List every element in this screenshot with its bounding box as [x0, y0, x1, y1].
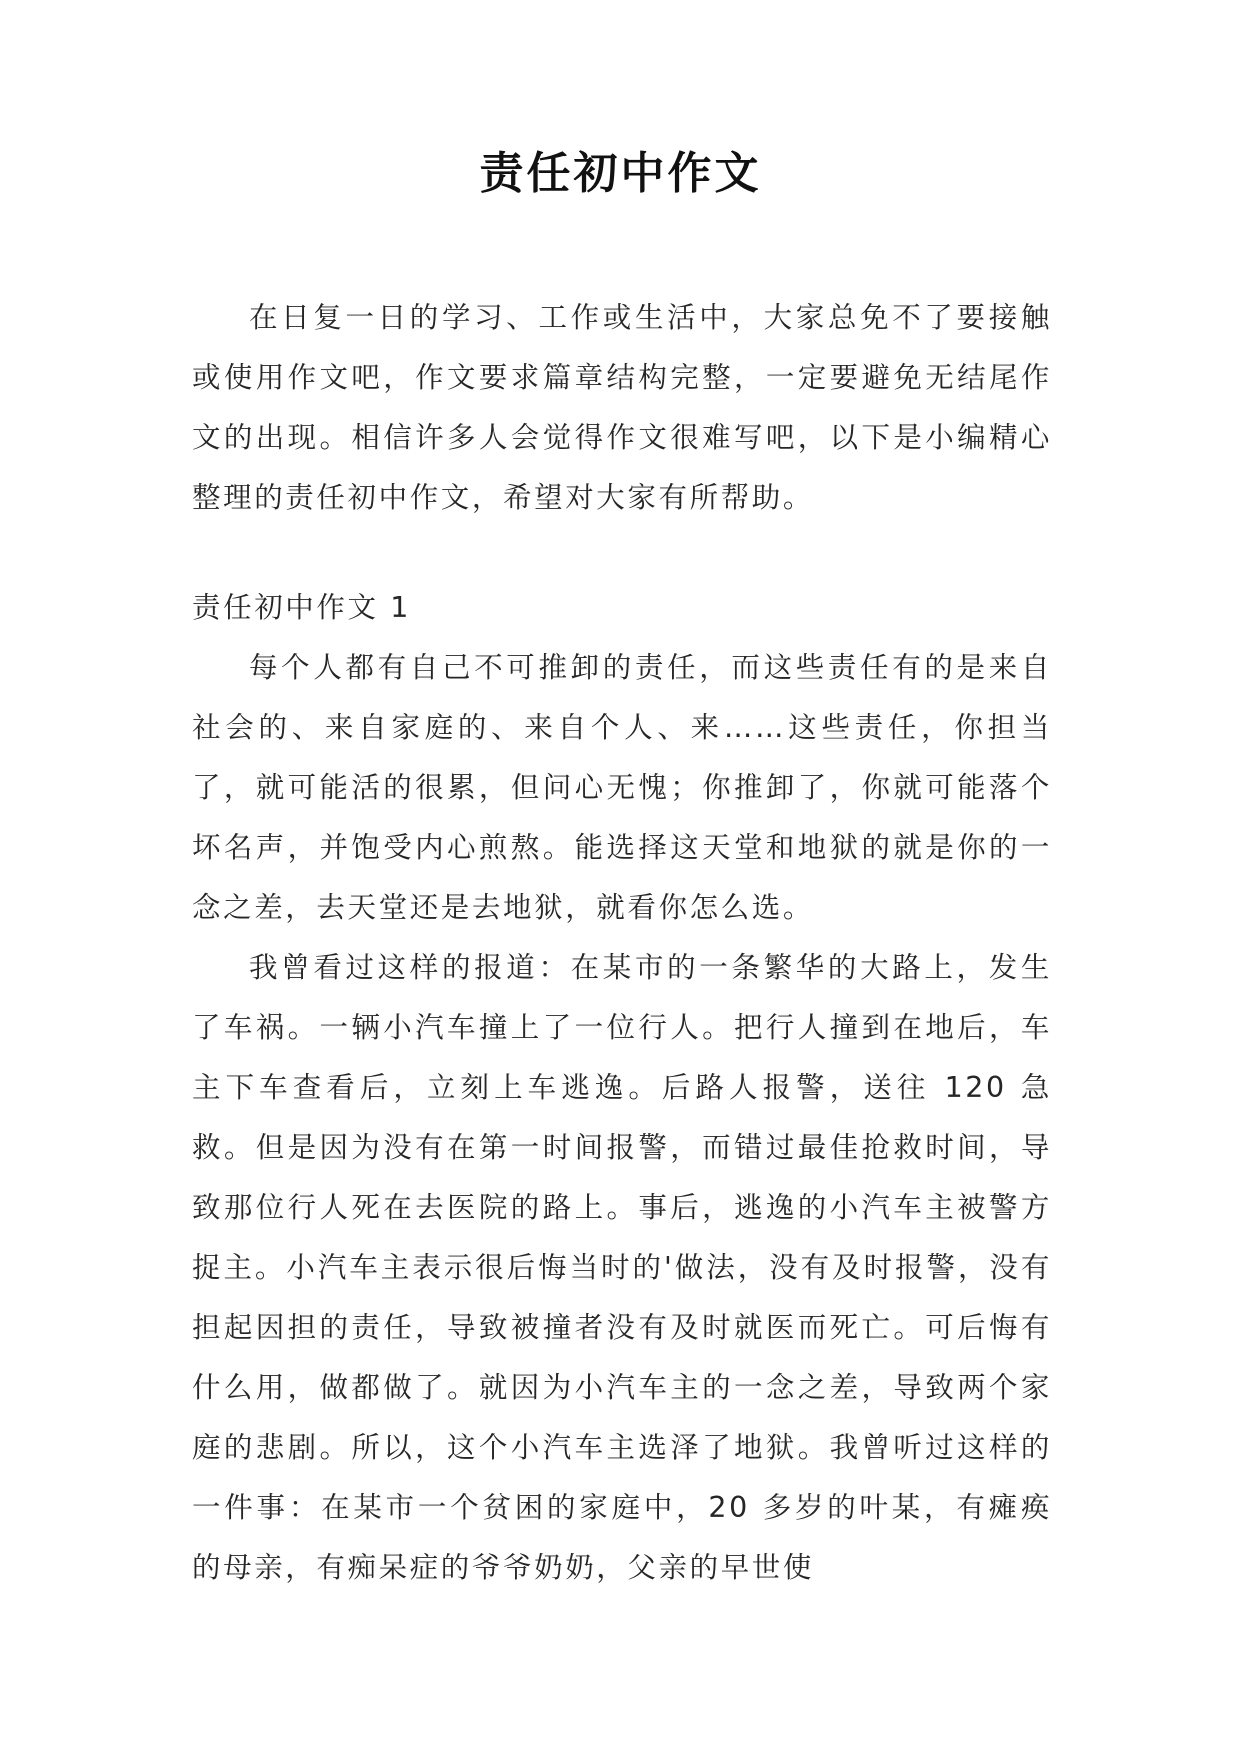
document-title: 责任初中作文	[479, 148, 762, 199]
essay-paragraph-1: 每个人都有自己不可推卸的责任，而这些责任有的是来自社会的、来自家庭的、来自个人、来……这些责任，你担当了，就可能活的很累，但问心无愧；你推卸了，你就可能落个坏名声，并饱受内心煎熬。能选择这天堂和地狱的就是你的一念之差，去天堂还是去地狱，就看你怎么选。	[192, 651, 1052, 924]
section-heading: 责任初中作文 1	[192, 591, 411, 624]
essay-section-1	[192, 578, 1052, 1598]
intro-paragraph: 在日复一日的学习、工作或生活中，大家总免不了要接触或使用作文吧，作文要求篇章结构完整，一定要避免无结尾作文的出现。相信许多人会觉得作文很难写吧，以下是小编精心整理的责任初中作文，希望对大家有所帮助。	[192, 301, 1052, 514]
intro-section	[192, 288, 1052, 528]
essay-paragraph-2: 我曾看过这样的报道：在某市的一条繁华的大路上，发生了车祸。一辆小汽车撞上了一位行人。把行人撞到在地后，车主下车查看后，立刻上车逃逸。后路人报警，送往 120 急救。但是因为没有在第一时间报警，而错过最佳抢救时间，导致那位行人死在去医院的路上。事后，逃逸的小汽车主被警方捉主。小汽车主表示很后悔当时的'做法，没有及时报警，没有担起因担的责任，导致被撞者没有及时就医而死亡。可后悔有什么用，做都做了。就因为小汽车主的一念之差，导致两个家庭的悲剧。所以，这个小汽车主选泽了地狱。我曾听过这样的一件事：在某市一个贫困的家庭中，20 多岁的叶某，有瘫痪的母亲，有痴呆症的爷爷奶奶，父亲的早世使	[192, 951, 1052, 1584]
